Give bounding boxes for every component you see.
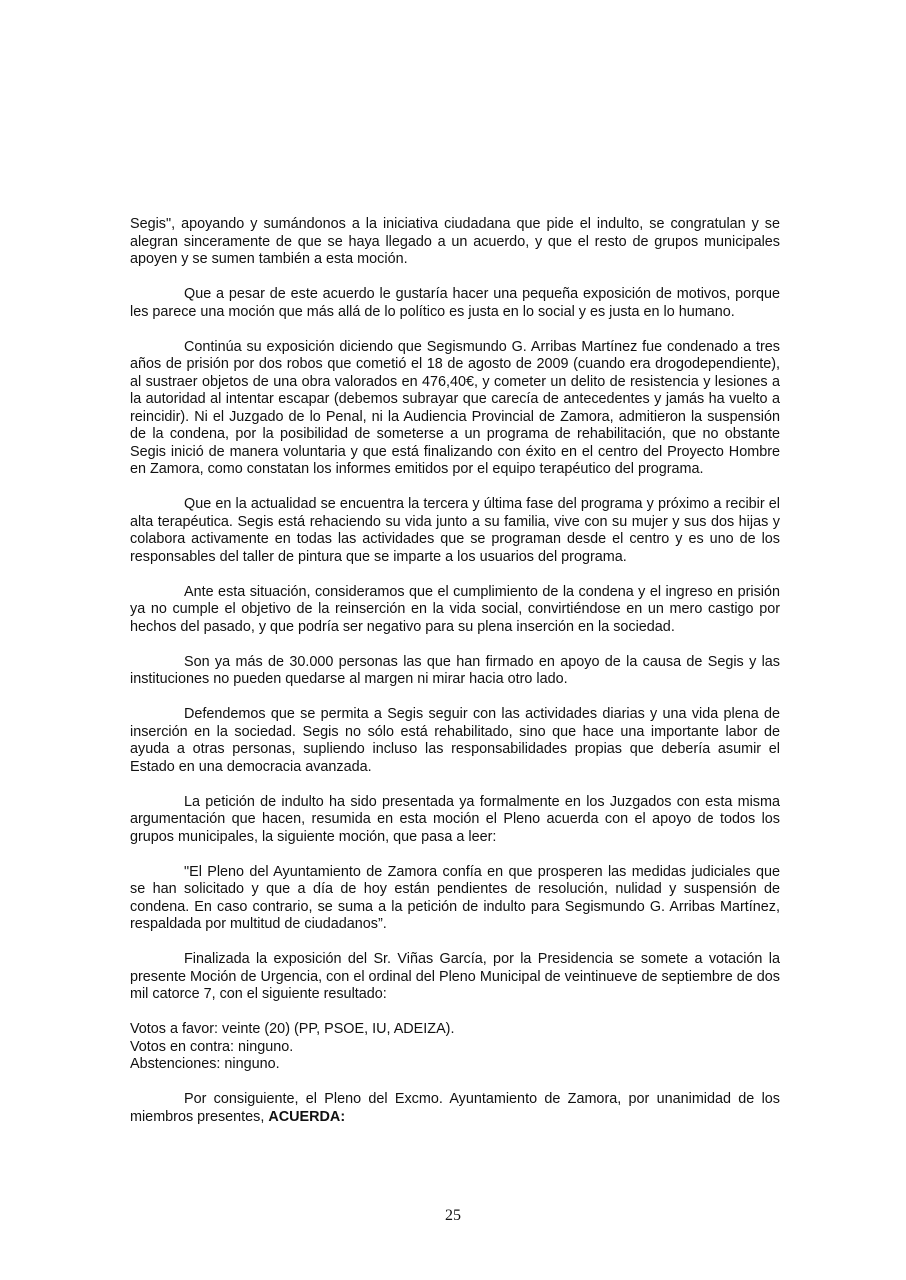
paragraph-closing (130, 1091, 780, 1126)
paragraph-motion-quote: "El Pleno del Ayuntamiento de Zamora confía en que prosperen las medidas judiciales que se han solicitado y que a día de hoy están pendientes de resolución, nulidad y suspensión de condena. En caso contrario, se suma a la petición de indulto para Segismundo G. Arribas Martínez, respaldada por multitud de ciudadanos”. (130, 863, 780, 932)
paragraph-petition: La petición de indulto ha sido presentada ya formalmente en los Juzgados con esta misma argumentación que hacen, resumida en esta moción el Pleno acuerda con el apoyo de todos los grupos municipales, la siguiente moción, que pasa a leer: (130, 793, 780, 845)
closing-text: Por consiguiente, el Pleno del Excmo. Ayuntamiento de Zamora, por unanimidad de los miembros presentes, (130, 1091, 780, 1125)
paragraph-situation: Ante esta situación, consideramos que el cumplimiento de la condena y el ingreso en prisión ya no cumple el objetivo de la reinserción en la vida social, convirtiéndose en un mero castigo por hechos del pasado, y que podría ser negativo para su plena inserción en la sociedad. (130, 583, 780, 635)
paragraph-vote-intro: Finalizada la exposición del Sr. Viñas García, por la Presidencia se somete a votación la presente Moción de Urgencia, con el ordinal del Pleno Municipal de veintinueve de septiembre de dos mil catorce 7, con el siguiente resultado: (130, 951, 780, 1002)
paragraph-intro: Segis", apoyando y sumándonos a la iniciativa ciudadana que pide el indulto, se congratulan y se alegran sinceramente de que se haya llegado a un acuerdo, y que el resto de grupos municipales apoyen y se sumen también a esta moción. (130, 216, 780, 267)
paragraph-current-phase: Que en la actualidad se encuentra la tercera y última fase del programa y próximo a recibir el alta terapéutica. Segis está rehaciendo su vida junto a su familia, vive con su mujer y sus dos hijas y colabora activamente en todas las actividades que se programan desde el centro y es uno de los responsables del taller de pintura que se imparte a los usuarios del programa. (130, 496, 780, 565)
paragraph-exposition: Continúa su exposición diciendo que Segismundo G. Arribas Martínez fue condenado a tres años de prisión por dos robos que cometió el 18 de agosto de 2009 (cuando era drogodependiente), al sustraer objetos de una obra valorados en 476,40€, y cometer un delito de resistencia y lesiones a la autoridad al intentar escapar (debemos subrayar que carecía de antecedentes y jamás ha vuelto a reincidir). Ni el Juzgado de lo Penal, ni la Audiencia Provincial de Zamora, admitieron la suspensión de la condena, por la posibilidad de someterse a un programa de rehabilitación, que no obstante Segis inició de manera voluntaria y que está finalizando con éxito en el centro del Proyecto Hombre en Zamora, como constatan los informes emitidos por el equipo terapéutico del programa. (130, 338, 780, 477)
votes-abstenciones: Abstenciones: ninguno. (130, 1056, 280, 1072)
paragraph-motives: Que a pesar de este acuerdo le gustaría hacer una pequeña exposición de motivos, porque les parece una moción que más allá de lo político es justa en lo social y es justa en lo humano. (130, 286, 780, 320)
paragraph-defense: Defendemos que se permita a Segis seguir con las actividades diarias y una vida plena de inserción en la sociedad. Segis no sólo está rehabilitado, sino que hace una importante labor de ayuda a otras personas, supliendo incluso las responsabilidades propias que debería asumir el Estado en una democracia avanzada. (130, 706, 780, 775)
paragraph-signatures: Son ya más de 30.000 personas las que han firmado en apoyo de la causa de Segis y las instituciones no pueden quedarse al margen ni mirar hacia otro lado. (130, 653, 780, 687)
closing-acuerda: ACUERDA: (268, 1108, 346, 1125)
document-body (130, 216, 780, 1144)
page-number: 25 (445, 1207, 461, 1224)
votes-favor: Votos a favor: veinte (20) (PP, PSOE, IU, ADEIZA). (130, 1021, 455, 1037)
votes-contra: Votos en contra: ninguno. (130, 1038, 294, 1055)
